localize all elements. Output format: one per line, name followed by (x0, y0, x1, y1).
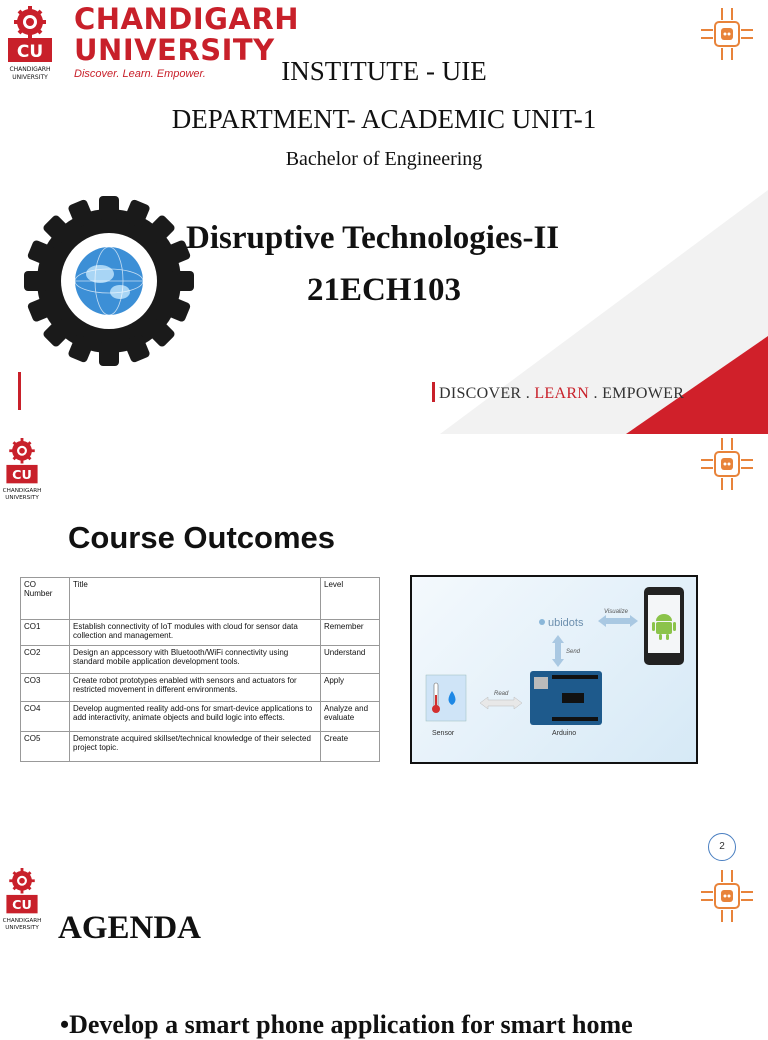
read-arrow (480, 691, 522, 709)
degree-heading: Bachelor of Engineering (285, 148, 483, 170)
emblem-caption: UNIVERSITY (5, 494, 39, 501)
chip-icon (700, 434, 754, 494)
page-number: 2 (708, 833, 736, 861)
send-arrow (552, 635, 581, 667)
arduino-label: Arduino (552, 730, 577, 737)
table-header-row (21, 578, 380, 620)
emblem-letters: CU (12, 468, 32, 484)
emblem-letters: CU (12, 898, 32, 914)
emblem-caption: CHANDIGARH (2, 917, 42, 924)
arduino-board-icon (530, 671, 602, 737)
institute-heading: INSTITUTE - UIE (281, 56, 487, 86)
emblem-caption: CHANDIGARH (2, 487, 42, 494)
co-number-cell: CO4 (21, 702, 70, 732)
co-level-cell: Apply (321, 674, 380, 702)
iot-diagram (410, 575, 698, 764)
co-title-cell: Establish connectivity of IoT modules with cloud for sensor data collection and management. (70, 620, 321, 646)
university-tagline: Discover. Learn. Empower. (74, 68, 206, 80)
cu-emblem-logo (2, 866, 42, 938)
send-label: Send (566, 649, 581, 655)
cu-emblem-logo (2, 436, 42, 508)
co-number-cell: CO2 (21, 646, 70, 674)
visualize-label: Visualize (604, 609, 628, 615)
chip-icon (700, 4, 754, 64)
co-title-cell: Demonstrate acquired skillset/technical knowledge of their selected project topic. (70, 732, 321, 762)
visualize-arrow (598, 609, 638, 627)
agenda-bullet: •Develop a smart phone application for smart home (60, 1010, 633, 1039)
co-title-cell: Design an appcessory with Bluetooth/WiFi connectivity using standard mobile application development tools. (70, 646, 321, 674)
header-title: Title (70, 578, 321, 620)
co-number-cell: CO1 (21, 620, 70, 646)
course-title: Disruptive Technologies-II (186, 220, 560, 256)
motto-bar (432, 382, 435, 402)
chip-icon (700, 866, 754, 926)
co-level-cell: Remember (321, 620, 380, 646)
table-row (21, 674, 380, 702)
emblem-caption: CHANDIGARH (9, 66, 51, 73)
co-number-cell: CO3 (21, 674, 70, 702)
emblem-caption: UNIVERSITY (12, 74, 48, 81)
emblem-letters: CU (16, 42, 44, 62)
co-level-cell: Create (321, 732, 380, 762)
sensor-icon (426, 675, 466, 737)
accent-bar (18, 372, 21, 410)
ubidots-logo (539, 617, 584, 629)
header-co-number: CO Number (21, 578, 70, 620)
university-name-line1: CHANDIGARH (74, 2, 299, 36)
motto-empower: . EMPOWER (593, 385, 685, 402)
course-code: 21ECH103 (306, 272, 461, 308)
university-name-line2: UNIVERSITY (74, 33, 275, 67)
department-heading: DEPARTMENT- ACADEMIC UNIT-1 (171, 104, 597, 134)
motto-learn: LEARN (534, 385, 590, 402)
co-level-cell: Understand (321, 646, 380, 674)
smartphone-icon (644, 587, 684, 665)
motto (432, 382, 684, 403)
table-row (21, 620, 380, 646)
agenda-heading: AGENDA (58, 910, 202, 946)
course-outcomes-table (20, 577, 380, 762)
emblem-caption: UNIVERSITY (5, 924, 39, 931)
table-row (21, 732, 380, 762)
header-level: Level (321, 578, 380, 620)
sensor-label: Sensor (432, 730, 455, 737)
table-row (21, 646, 380, 674)
co-level-cell: Analyze and evaluate (321, 702, 380, 732)
table-row (21, 702, 380, 732)
co-number-cell: CO5 (21, 732, 70, 762)
ubidots-label: ubidots (548, 617, 584, 629)
motto-discover: DISCOVER . (439, 385, 531, 402)
co-title-cell: Develop augmented reality add-ons for smart-device applications to add interactivity, animate objects and build logic into effects. (70, 702, 321, 732)
read-label: Read (494, 691, 509, 697)
co-title-cell: Create robot prototypes enabled with sensors and actuators for restricted movement in different environments. (70, 674, 321, 702)
course-outcomes-heading: Course Outcomes (68, 520, 336, 555)
